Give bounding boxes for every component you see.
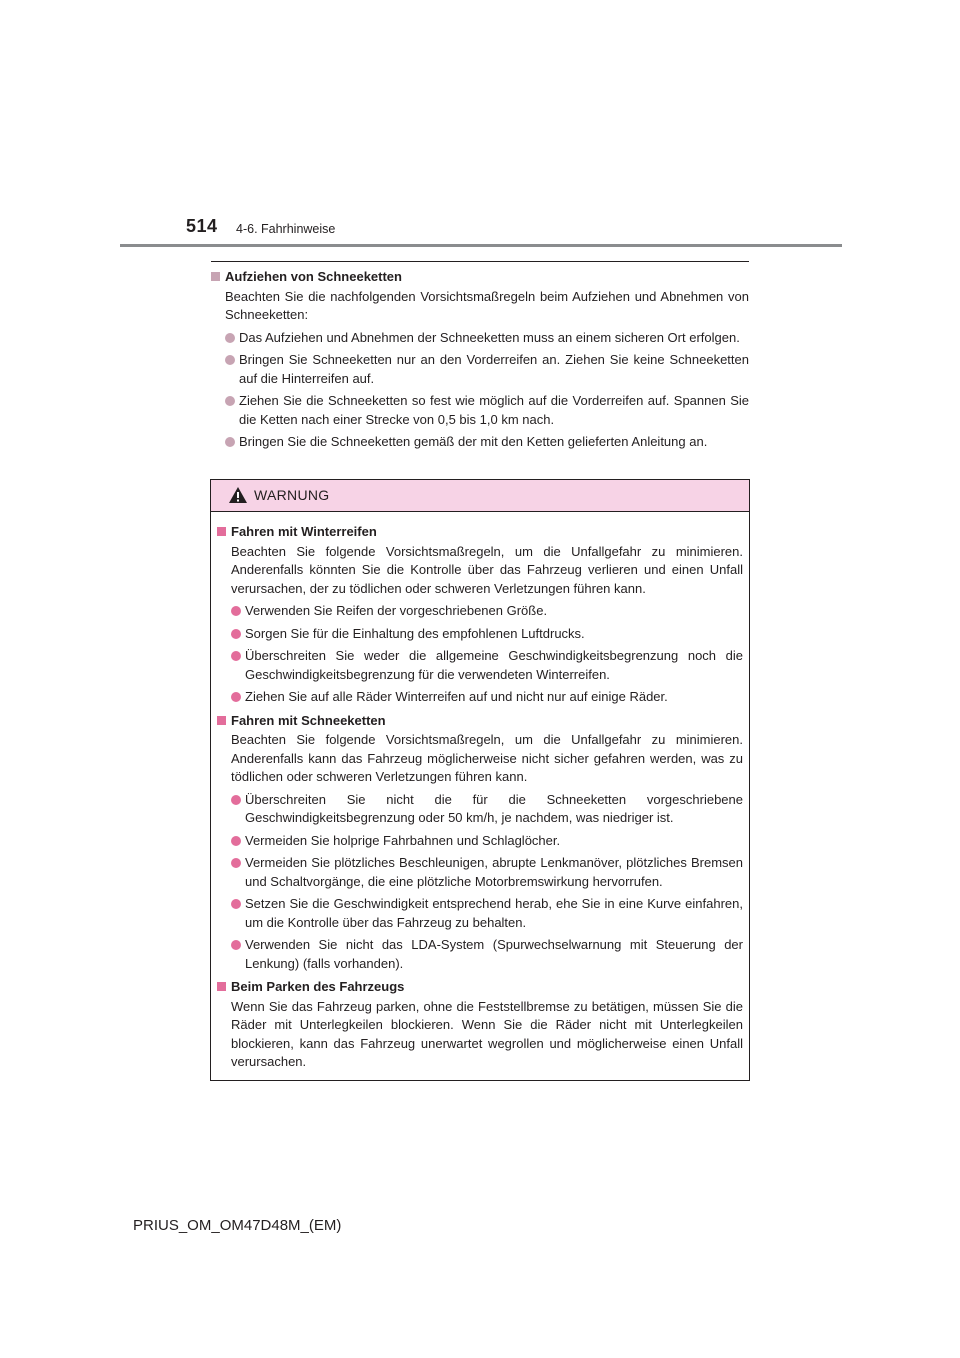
header-rule (120, 244, 842, 247)
list-item (217, 602, 743, 621)
list-item (217, 647, 743, 684)
section-heading (211, 268, 749, 287)
list-item-text: Sorgen Sie für die Einhaltung des empfohlenen Luftdrucks. (245, 625, 585, 641)
list-item (217, 791, 743, 828)
paragraph: Beachten Sie folgende Vorsichtsmaßregeln, um die Unfallgefahr zu minimieren. Anderenfalls kann das Fahrzeug möglicherweise nicht sicher gefahren werden, was zu tödlichen oder schweren Verletzungen führen kann. (231, 732, 743, 784)
content-top-rule (211, 261, 749, 262)
circle-bullet-icon (225, 333, 235, 343)
list-item (217, 936, 743, 973)
list-item-text: Ziehen Sie auf alle Räder Winterreifen auf und nicht nur auf einige Räder. (245, 689, 668, 704)
warning-label: WARNUNG (254, 487, 330, 503)
list-item-text: Vermeiden Sie plötzliches Beschleunigen, abrupte Lenkmanöver, plötzliches Bremsen und Schaltvorgänge, die eine plötzliche Motorbremswirkung hervorrufen. (245, 855, 743, 889)
circle-bullet-icon (231, 629, 241, 639)
document-code: PRIUS_OM_OM47D48M_(EM) (133, 1217, 342, 1234)
square-bullet-icon (217, 982, 226, 991)
paragraph: Beachten Sie folgende Vorsichtsmaßregeln, um die Unfallgefahr zu minimieren. Anderenfalls könnten Sie die Kontrolle über das Fahrzeug verlieren und einen Unfall verursachen, der zu tödlichen oder schweren Verletzungen führen kann. (231, 543, 743, 596)
square-bullet-icon (217, 527, 226, 536)
list-item-text: Setzen Sie die Geschwindigkeit entsprechend herab, ehe Sie in eine Kurve einfahren, um die Kontrolle über das Fahrzeug zu behalten. (245, 896, 743, 930)
circle-bullet-icon (231, 836, 241, 846)
circle-bullet-icon (231, 795, 241, 805)
circle-bullet-icon (231, 692, 241, 702)
list-item (217, 895, 743, 932)
heading-text: Beim Parken des Fahrzeugs (231, 979, 405, 994)
paragraph: Wenn Sie das Fahrzeug parken, ohne die Feststellbremse zu betätigen, müssen Sie die Räder mit Unterlegkeilen blockieren. Wenn Sie die Räder nicht mit Unterlegkeilen blockieren, kann das Fahrzeug unerwartet wegrollen und möglicherweise einen Unfall verursachen. (231, 998, 743, 1069)
list-item-text: Ziehen Sie die Schneeketten so fest wie möglich auf die Vorderreifen auf. Spannen Sie die Ketten nach einer Strecke von 0,5 bis 1,0 km nach. (239, 393, 749, 427)
circle-bullet-icon (225, 396, 235, 406)
list-item (211, 351, 749, 388)
circle-bullet-icon (231, 899, 241, 909)
circle-bullet-icon (231, 606, 241, 616)
heading-text: Fahren mit Winterreifen (231, 524, 377, 539)
square-bullet-icon (211, 272, 220, 281)
list-item (211, 392, 749, 429)
list-item-text: Überschreiten Sie weder die allgemeine Geschwindigkeitsbegrenzung noch die Geschwindigkeitsbegrenzung für die verwendeten Winterreifen. (245, 648, 743, 682)
list-item (217, 832, 743, 851)
heading-text: Aufziehen von Schneeketten (225, 269, 402, 284)
square-bullet-icon (217, 716, 226, 725)
intro-section (211, 268, 749, 452)
warning-triangle-icon (228, 486, 248, 504)
section-heading (217, 978, 743, 997)
list-item-text: Das Aufziehen und Abnehmen der Schneeketten muss an einem sicheren Ort erfolgen. (239, 329, 740, 345)
bullet-list (217, 602, 743, 707)
list-item (217, 625, 743, 644)
list-item (217, 688, 743, 707)
bullet-list (211, 329, 749, 452)
section-heading (217, 523, 743, 542)
page-number: 514 (186, 216, 218, 236)
list-item (211, 433, 749, 452)
heading-text: Fahren mit Schneeketten (231, 712, 386, 728)
list-item-text: Verwenden Sie nicht das LDA-System (Spurwechselwarnung mit Steuerung der Lenkung) (falls vorhanden). (245, 937, 743, 971)
list-item-text: Bringen Sie Schneeketten nur an den Vorderreifen an. Ziehen Sie keine Schneeketten auf die Hinterreifen auf. (239, 352, 749, 386)
circle-bullet-icon (225, 355, 235, 365)
warning-body (211, 512, 749, 1072)
section-heading (217, 712, 743, 731)
paragraph: Beachten Sie die nachfolgenden Vorsichtsmaßregeln beim Aufziehen und Abnehmen von Schneeketten: (225, 288, 749, 322)
warning-box (210, 479, 750, 1081)
bullet-list (217, 791, 743, 974)
list-item-text: Vermeiden Sie holprige Fahrbahnen und Schlaglöcher. (245, 832, 561, 848)
list-item-text: Bringen Sie die Schneeketten gemäß der mit den Ketten gelieferten Anleitung an. (239, 434, 708, 449)
list-item-text: Überschreiten Sie nicht die für die Schneeketten vorgeschriebene Geschwindigkeitsbegrenzung oder 50 km/h, je nachdem, was niedriger ist. (245, 791, 743, 825)
list-item (217, 854, 743, 891)
section-title: 4-6. Fahrhinweise (236, 222, 336, 236)
circle-bullet-icon (231, 651, 241, 661)
circle-bullet-icon (225, 437, 235, 447)
warning-header (211, 480, 749, 512)
list-item (211, 329, 749, 348)
circle-bullet-icon (231, 858, 241, 868)
list-item-text: Verwenden Sie Reifen der vorgeschriebenen Größe. (245, 603, 548, 618)
circle-bullet-icon (231, 940, 241, 950)
